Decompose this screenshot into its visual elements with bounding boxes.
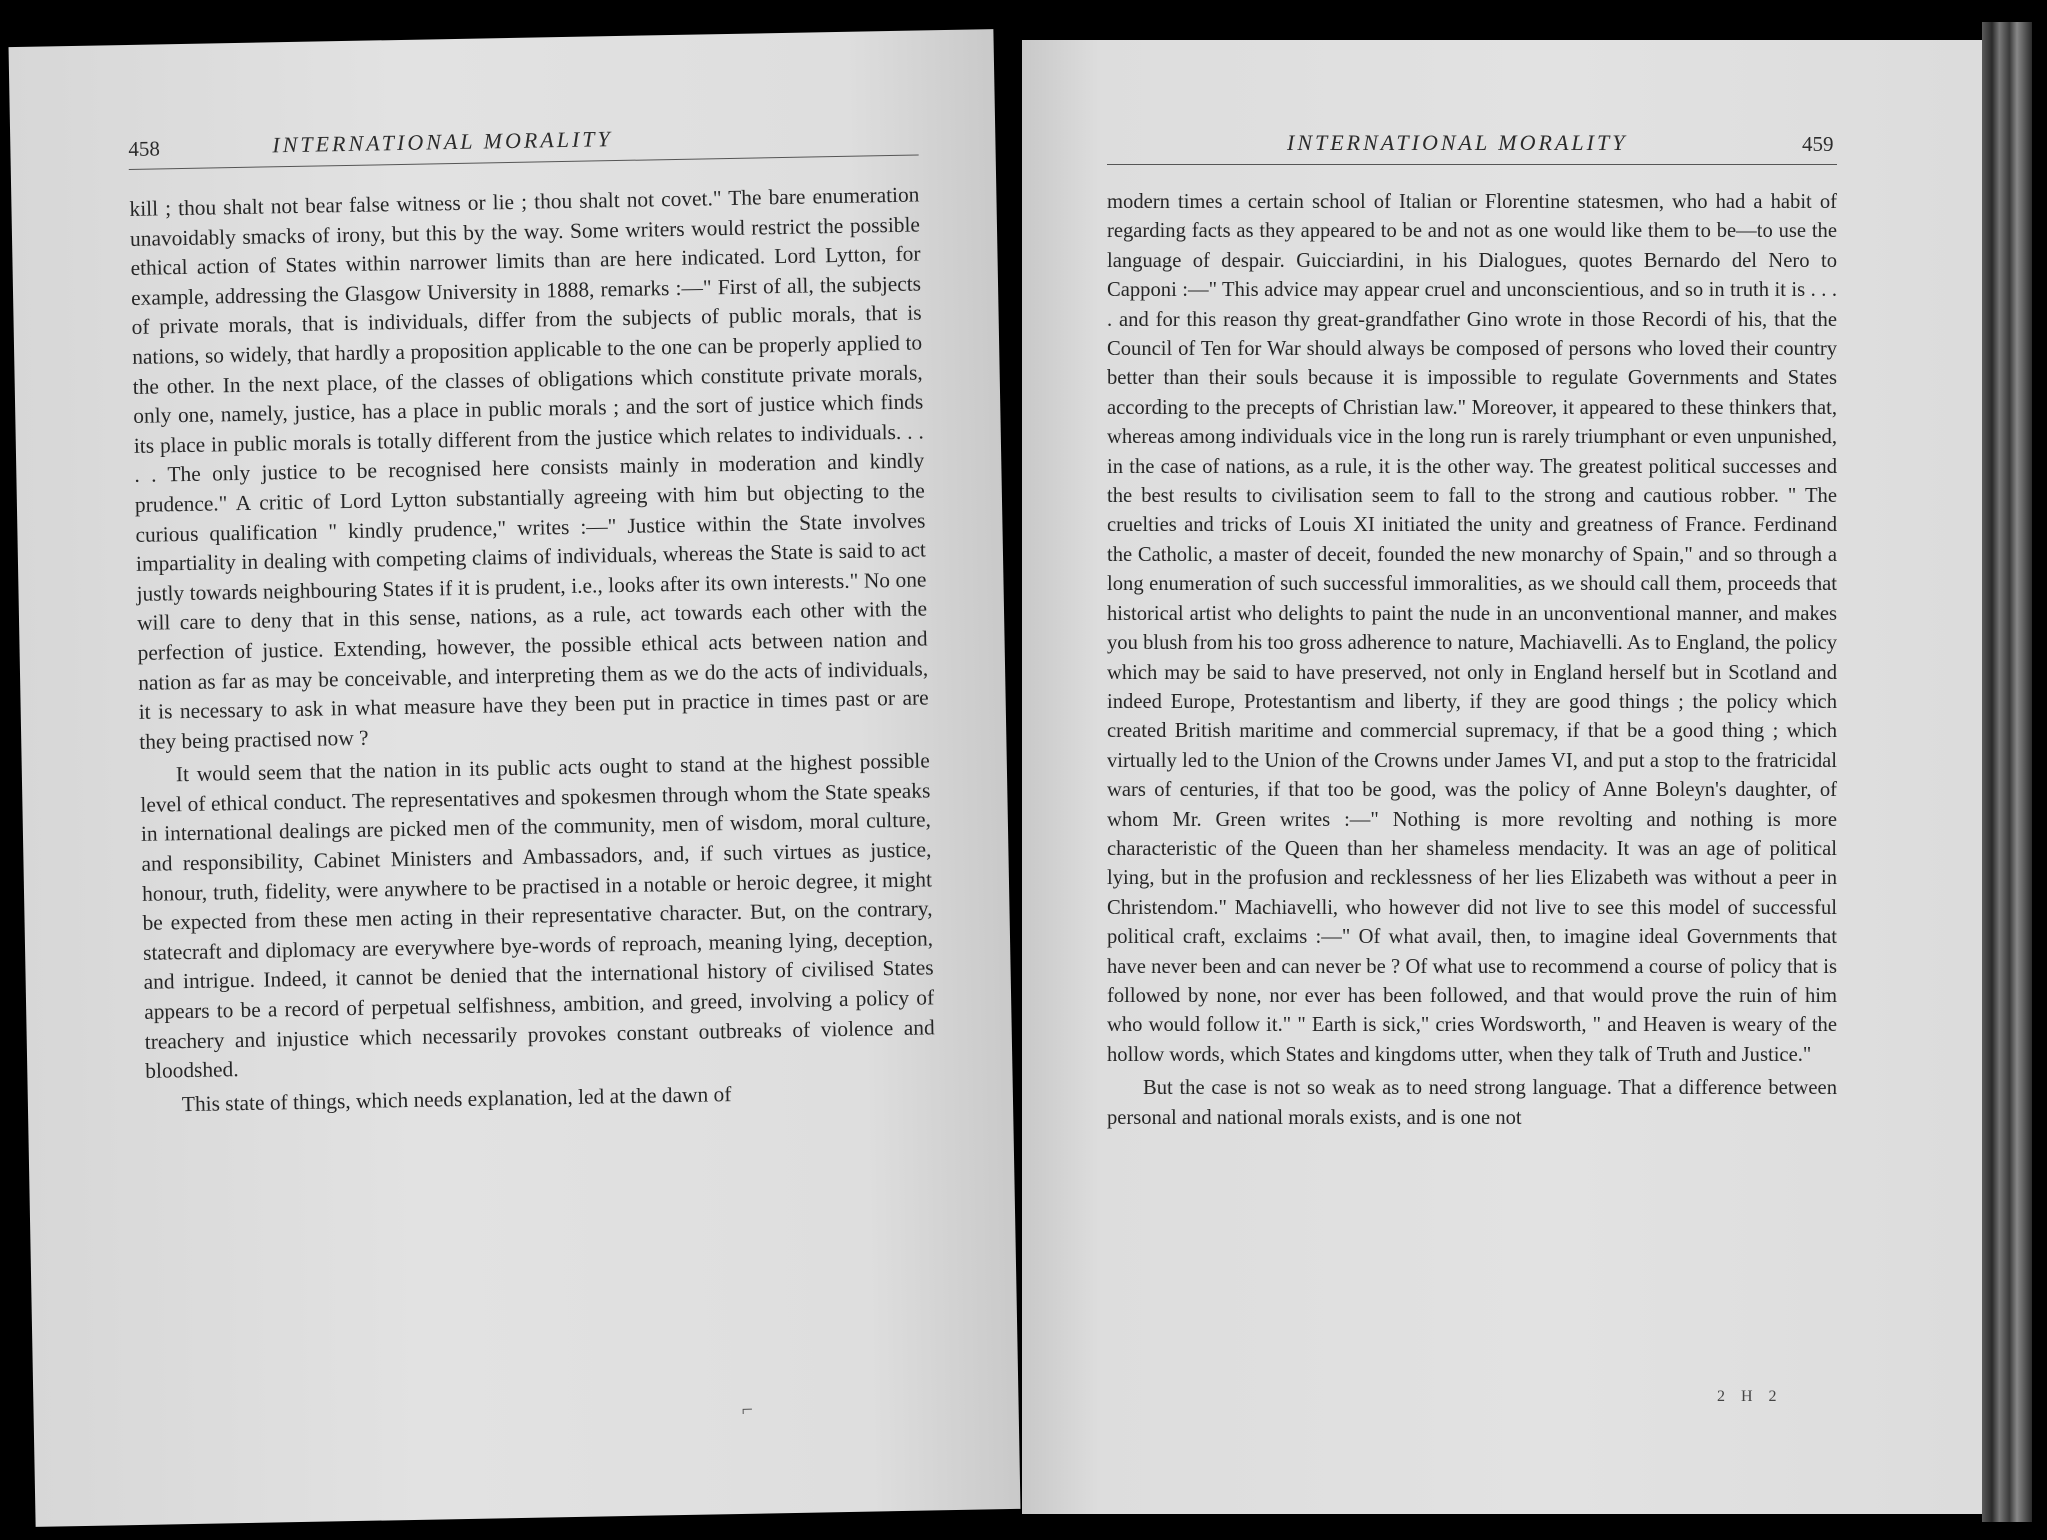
paragraph: It would seem that the nation in its public acts ought to stand at the highest possible level of ethical conduct. The representatives and spokesmen through whom the State speaks in international dealings are picked men of the community, men of wisdom, moral culture, and responsibility, Cabinet Ministers and Ambassadors, and, if such virtues as justice, honour, truth, fidelity, were anywhere to be practised in a notable or heroic degree, it might be expected from these men acting in their representative character. But, on the contrary, statecraft and diplomacy are everywhere bye-words of reproach, meaning lying, deception, and intrigue. Indeed, it cannot be denied that the international history of civilised States appears to be a record of perpetual selfishness, ambition, and greed, involving a policy of treachery and injustice which necessarily provokes constant outbreaks of violence and bloodshed. — [140, 748, 935, 1084]
page-number: 459 — [1802, 132, 1834, 156]
running-head: INTERNATIONAL MORALITY — [272, 126, 613, 158]
header-rule — [1107, 164, 1837, 165]
paragraph: But the case is not so weak as to need strong language. That a difference between personal and national morals exists, and is one not — [1107, 1077, 1837, 1129]
header-rule — [129, 154, 919, 169]
running-head: INTERNATIONAL MORALITY — [1287, 130, 1628, 155]
printer-signature: 2 H 2 — [1717, 1388, 1783, 1405]
paragraph: kill ; thou shalt not bear false witness or lie ; thou shalt not covet." The bare enumeration unavoidably smacks of irony, but this by the way. Some writers would restrict the possible ethical action of States within narrower limits than are here indicated. Lord Lytton, for example, addressing the Glasgow University in 1888, remarks :—" First of all, the subjects of private morals, that is individuals, differ from the subjects of public morals, that is nations, so widely, that hardly a proposition applicable to the one can be properly applied to the other. In the next place, of the classes of obligations which constitute private morals, only one, namely, justice, has a place in public morals ; and the sort of justice which finds its place in public morals is totally different from the justice which relates to individuals. . . . . The only justice to be recognised here consists mainly in moderation and kindly prudence." A critic of Lord Lytton substantially agreeing with him but objecting to the curious qualification " kindly prudence," writes :—" Justice within the State involves impartiality in dealing with competing claims of individuals, whereas the State is said to act justly towards neighbouring States if it is prudent, i.e., looks after its own interests." No one will care to deny that in this sense, nations, as a rule, act towards each other with the perfection of justice. Extending, however, the possible ethical acts between nation and nation as far as may be conceivable, and interpreting them as we do the acts of individuals, it is necessary to ask in what measure have they been put in practice in times past or are they being practised now ? — [129, 182, 929, 754]
left-page — [9, 29, 1021, 1527]
margin-mark: ⌐ — [741, 1398, 754, 1421]
right-page — [1022, 40, 1982, 1514]
body-text — [129, 180, 936, 1120]
page-number: 458 — [128, 136, 161, 161]
paragraph: modern times a certain school of Italian or Florentine statesmen, who had a habit of regarding facts as they appeared to be and not as one would like them to be—to use the language of despair. Guicciardini, in his Dialogues, quotes Bernardo del Nero to Capponi :—" This advice may appear cruel and unconscientious, and so in truth it is . . . . and for this reason thy great-grandfather Gino wrote in those Recordi of his, that the Council of Ten for War should always be composed of persons who loved their country better than their souls because it is impossible to regulate Governments and States according to the precepts of Christian law." Moreover, it appeared to these thinkers that, whereas among individuals vice in the long run is rarely triumphant or even unpunished, in the case of nations, as a rule, it is the other way. The greatest political successes and the best results to civilisation seem to fall to the strong and cautious robber. " The cruelties and tricks of Louis XI initiated the unity and greatness of France. Ferdinand the Catholic, a master of deceit, founded the new monarchy of Spain," and so through a long enumeration of such successful immoralities, as we should call them, proceeds that historical artist who delights to paint the nude in an unconventional manner, and makes you blush from his too gross adherence to nature, Machiavelli. As to England, the policy which may be said to have preserved, not only in England herself but in Scotland and indeed Europe, Protestantism and liberty, if they are good things ; the policy which created British maritime and commercial supremacy, if that be a good thing ; which virtually led to the Union of the Crowns under James VI, and put a stop to the fratricidal wars of centuries, if that too be good, was the policy of Anne Boleyn's daughter, of whom Mr. Green writes :—" Nothing is more revolting and nothing is more characteristic of the Queen than her shameless mendacity. It was an age of political lying, but in the profusion and recklessness of her lies Elizabeth was without a peer in Christendom." Machiavelli, who however did not live to see this model of successful political craft, exclaims :—" Of what avail, then, to imagine ideal Governments that have never been and can never be ? Of what use to recommend a course of policy that is followed by none, nor ever has been followed, and that would prove the ruin of him who would follow it." " Earth is sick," cries Wordsworth, " and Heaven is weary of the hollow words, which States and kingdoms utter, when they talk of Truth and Justice." — [1107, 191, 1837, 1066]
page-edges — [1982, 22, 2032, 1522]
paragraph: This state of things, which needs explanation, led at the dawn of — [181, 1081, 732, 1116]
body-text — [1107, 188, 1837, 1133]
